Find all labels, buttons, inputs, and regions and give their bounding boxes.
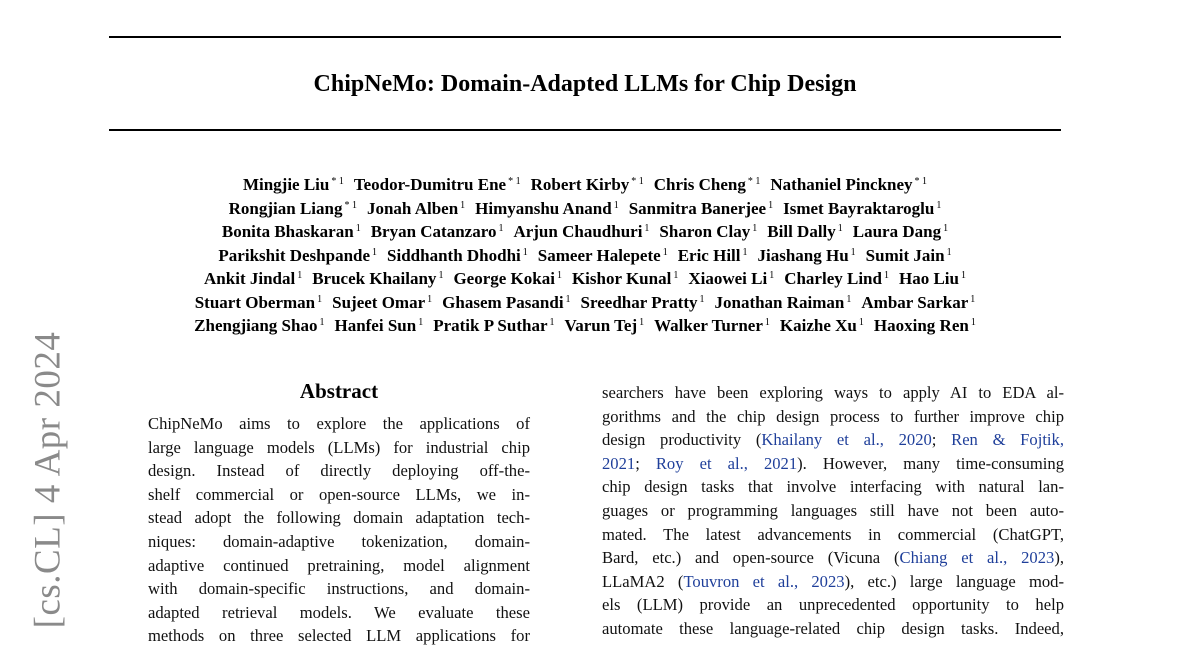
intro-line: 2021; Roy et al., 2021). However, many time-consuming bbox=[602, 453, 1064, 473]
author-affiliation: 1 bbox=[970, 317, 976, 328]
author-name: Xiaowei Li $^1$ bbox=[688, 269, 775, 288]
abstract-line: niques: domain-adaptive tokenization, domain- bbox=[148, 531, 530, 551]
author-affiliation: * 1 bbox=[331, 176, 344, 187]
abstract-line: stead adopt the following domain adaptation tech- bbox=[148, 508, 530, 528]
abstract-line: shelf commercial or open-source LLMs, we in- bbox=[148, 484, 530, 504]
author-line bbox=[60, 314, 1110, 338]
author-name: Sameer Halepete $^1$ bbox=[537, 245, 668, 265]
author-affiliation: 1 bbox=[764, 317, 770, 328]
author-affiliation: 1 bbox=[752, 223, 758, 234]
author-name: Ghasem Pasandi $^1$ bbox=[442, 292, 571, 312]
author-name: Nathaniel Pinckney $^{* 1}$ bbox=[770, 175, 928, 194]
author-line bbox=[60, 267, 1110, 291]
author-line bbox=[60, 197, 1110, 221]
author-affiliation: 1 bbox=[850, 246, 856, 258]
author-affiliation: 1 bbox=[556, 270, 562, 281]
author-name: Mingjie Liu $^{* 1}$ bbox=[242, 175, 344, 194]
arxiv-side-label: [cs.CL] 4 Apr 2024 bbox=[27, 331, 69, 629]
author-affiliation: 1 bbox=[319, 317, 325, 328]
author-affiliation: 1 bbox=[858, 317, 864, 328]
title-bottom-rule bbox=[109, 129, 1061, 131]
author-affiliation: 1 bbox=[769, 270, 775, 281]
abstract-line: large language models (LLMs) for industrial chip bbox=[148, 437, 530, 457]
author-affiliation: 1 bbox=[883, 270, 889, 281]
author-affiliation: 1 bbox=[639, 317, 645, 328]
author-name: Laura Dang $^1$ bbox=[852, 222, 949, 241]
author-name: Hao Liu $^1$ bbox=[898, 269, 966, 288]
abstract-line: design. Instead of directly deploying off-the- bbox=[148, 461, 530, 481]
author-affiliation: 1 bbox=[549, 317, 555, 328]
author-affiliation: 1 bbox=[317, 293, 323, 305]
author-affiliation: 1 bbox=[768, 199, 774, 211]
author-name: Ambar Sarkar $^1$ bbox=[861, 292, 976, 312]
introduction-body bbox=[602, 381, 1064, 641]
author-name: Bryan Catanzaro $^1$ bbox=[370, 222, 504, 241]
author-line bbox=[60, 220, 1110, 244]
intro-line: mated. The latest advancements in commercial (ChatGPT, bbox=[602, 524, 1064, 544]
author-name: Pratik P Suthar $^1$ bbox=[433, 316, 555, 335]
author-affiliation: 1 bbox=[498, 223, 504, 234]
abstract-line: ChipNeMo aims to explore the applications of bbox=[148, 414, 530, 433]
author-name: Parikshit Deshpande $^1$ bbox=[218, 245, 378, 265]
author-affiliation: 1 bbox=[946, 246, 952, 258]
author-name: Bill Dally $^1$ bbox=[767, 222, 843, 241]
author-name: Teodor-Dumitru Ene $^{* 1}$ bbox=[353, 175, 521, 194]
author-affiliation: 1 bbox=[565, 293, 571, 305]
author-name: Bonita Bhaskaran $^1$ bbox=[221, 222, 361, 241]
abstract-line: adaptive continued pretraining, model alignment bbox=[148, 555, 530, 575]
author-affiliation: 1 bbox=[742, 246, 748, 258]
citation-link[interactable]: Chiang et al., 2023 bbox=[899, 548, 1055, 568]
author-name: Sreedhar Pratty $^1$ bbox=[580, 292, 705, 312]
author-affiliation: * 1 bbox=[631, 176, 644, 187]
author-name: Chris Cheng $^{* 1}$ bbox=[653, 175, 761, 194]
author-name: Varun Tej $^1$ bbox=[564, 316, 645, 335]
author-name: Himyanshu Anand $^1$ bbox=[475, 198, 619, 218]
author-affiliation: 1 bbox=[438, 270, 444, 281]
intro-line: searchers have been exploring ways to apply AI to EDA al- bbox=[602, 383, 1064, 402]
author-name: George Kokai $^1$ bbox=[453, 269, 562, 288]
author-name: Arjun Chaudhuri $^1$ bbox=[513, 222, 650, 241]
abstract-line: with domain-specific instructions, and domain- bbox=[148, 579, 530, 599]
author-name: Walker Turner $^1$ bbox=[654, 316, 770, 335]
abstract-line: methods on three selected LLM applications for bbox=[148, 626, 530, 646]
author-name: Sujeet Omar $^1$ bbox=[332, 292, 433, 312]
citation-link[interactable]: Touvron et al., 2023 bbox=[683, 571, 845, 591]
citation-link[interactable]: 2021 bbox=[602, 453, 636, 473]
author-name: Hanfei Sun $^1$ bbox=[334, 316, 424, 335]
intro-line: chip design tasks that involve interfacing with natural lan- bbox=[602, 477, 1064, 497]
author-name: Siddhanth Dhodhi $^1$ bbox=[387, 245, 528, 265]
author-affiliation: * 1 bbox=[914, 176, 928, 187]
author-affiliation: 1 bbox=[970, 293, 976, 305]
abstract-heading: Abstract bbox=[299, 379, 379, 403]
author-list bbox=[60, 173, 1110, 338]
paper-title: ChipNeMo: Domain-Adapted LLMs for Chip Design bbox=[313, 71, 857, 97]
author-name: Sharon Clay $^1$ bbox=[659, 222, 758, 241]
author-affiliation: 1 bbox=[960, 270, 966, 281]
author-affiliation: 1 bbox=[644, 223, 650, 234]
intro-line: Bard, etc.) and open-source (Vicuna (Chiang et al., 2023), bbox=[602, 548, 1064, 568]
author-name: Kishor Kunal $^1$ bbox=[571, 269, 679, 288]
author-affiliation: * 1 bbox=[508, 176, 521, 187]
author-affiliation: 1 bbox=[427, 293, 433, 305]
intro-line: design productivity (Khailany et al., 2020; Ren & Fojtik, bbox=[602, 430, 1064, 450]
author-name: Jonah Alben $^1$ bbox=[366, 198, 466, 218]
citation-link[interactable]: Roy et al., 2021 bbox=[655, 453, 798, 473]
author-name: Ismet Bayraktaroglu $^1$ bbox=[783, 198, 942, 218]
author-name: Ankit Jindal $^1$ bbox=[204, 269, 303, 288]
author-affiliation: 1 bbox=[613, 199, 619, 211]
author-name: Jiashang Hu $^1$ bbox=[757, 245, 856, 265]
abstract-body bbox=[148, 412, 530, 648]
author-name: Sanmitra Banerjee $^1$ bbox=[628, 198, 774, 218]
author-affiliation: 1 bbox=[699, 293, 705, 305]
author-affiliation: 1 bbox=[846, 293, 852, 305]
author-name: Jonathan Raiman $^1$ bbox=[714, 292, 852, 312]
author-affiliation: 1 bbox=[297, 270, 303, 281]
intro-line: els (LLM) provide an unprecedented opportunity to help bbox=[602, 595, 1064, 615]
author-affiliation: 1 bbox=[936, 199, 942, 211]
author-name: Charley Lind $^1$ bbox=[784, 269, 889, 288]
citation-link[interactable]: Khailany et al., 2020 bbox=[761, 430, 932, 450]
intro-line: LLaMA2 (Touvron et al., 2023), etc.) large language mod- bbox=[602, 571, 1064, 591]
author-affiliation: 1 bbox=[943, 223, 949, 234]
author-name: Robert Kirby $^{* 1}$ bbox=[530, 175, 644, 194]
intro-line: guages or programming languages still have not been auto- bbox=[602, 500, 1064, 520]
author-affiliation: 1 bbox=[837, 223, 843, 234]
author-affiliation: * 1 bbox=[747, 176, 761, 187]
abstract-line: adapted retrieval models. We evaluate these bbox=[148, 602, 530, 622]
author-affiliation: 1 bbox=[418, 317, 424, 328]
author-name: Sumit Jain $^1$ bbox=[865, 245, 952, 265]
author-affiliation: * 1 bbox=[344, 199, 357, 211]
author-affiliation: 1 bbox=[460, 199, 466, 211]
author-affiliation: 1 bbox=[522, 246, 528, 258]
author-affiliation: 1 bbox=[673, 270, 679, 281]
author-line bbox=[60, 173, 1110, 197]
author-line bbox=[60, 291, 1110, 315]
intro-line: automate these language-related chip design tasks. Indeed, bbox=[602, 618, 1064, 638]
intro-line: gorithms and the chip design process to further improve chip bbox=[602, 406, 1064, 426]
author-affiliation: 1 bbox=[662, 246, 668, 258]
author-name: Stuart Oberman $^1$ bbox=[194, 292, 323, 312]
author-name: Brucek Khailany $^1$ bbox=[312, 269, 444, 288]
citation-link[interactable]: Ren & Fojtik, bbox=[951, 430, 1064, 450]
title-top-rule bbox=[109, 36, 1061, 38]
author-name: Rongjian Liang $^{* 1}$ bbox=[228, 198, 357, 218]
author-name: Eric Hill $^1$ bbox=[677, 245, 748, 265]
author-line bbox=[60, 244, 1110, 268]
author-affiliation: 1 bbox=[372, 246, 378, 258]
author-affiliation: 1 bbox=[355, 223, 361, 234]
author-name: Haoxing Ren $^1$ bbox=[873, 316, 976, 335]
author-name: Kaizhe Xu $^1$ bbox=[779, 316, 864, 335]
author-name: Zhengjiang Shao $^1$ bbox=[194, 316, 325, 335]
